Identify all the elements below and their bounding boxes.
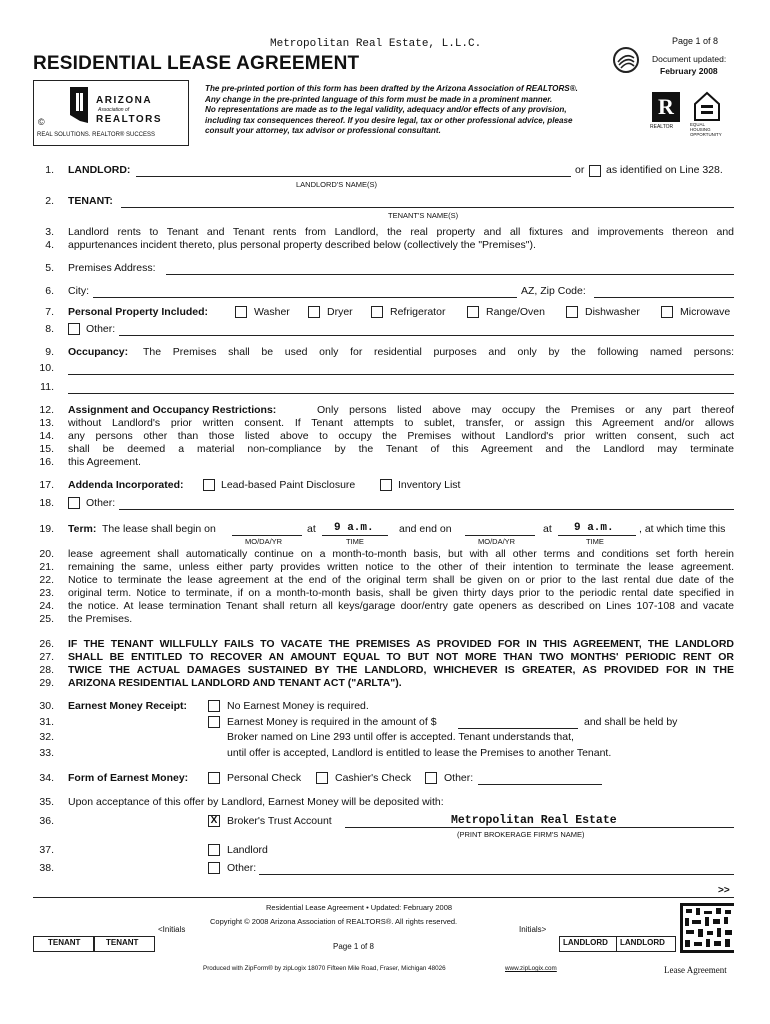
landlord-or: or [575,164,585,176]
tenant-2-label: TENANT [106,938,139,947]
begin-date-field[interactable] [232,535,302,536]
landlord-field[interactable] [136,176,571,177]
brokerage-name-value: Metropolitan Real Estate [451,814,617,827]
range-oven-label: Range/Oven [486,306,545,318]
doc-updated-date: February 2008 [660,66,718,76]
brokers-trust-label: Broker's Trust Account [227,815,332,827]
tenant-caption: TENANT'S NAME(S) [388,211,459,220]
end-date-field[interactable] [465,535,535,536]
assignment-label: Assignment and Occupancy Restrictions: [68,404,277,416]
earnest-required-label: Earnest Money is required in the amount of $ [227,716,437,728]
occupant-field-2[interactable] [68,393,734,394]
inventory-label: Inventory List [398,479,461,491]
other-earnest-field[interactable] [478,784,602,785]
microwave-label: Microwave [680,306,731,318]
earnest-money-label: Earnest Money Receipt: [68,700,188,712]
line-number: 34. [39,772,54,784]
line-33-text: until offer is accepted, Landlord is entitled to lease the Premises to another Tenant. [227,747,612,759]
continue-arrow: >> [718,885,730,896]
line-number: 32. [39,731,54,743]
lead-paint-checkbox[interactable] [203,479,215,491]
city-label: City: [68,285,89,297]
line-number: 20. [39,548,54,560]
line-number: 15. [39,443,54,455]
produced-by: Produced with ZipForm® by zipLogix 18070 Fifteen Mile Road, Fraser, Michigan 48026 [203,965,446,972]
line-number: 25. [39,613,54,625]
other-addenda-checkbox[interactable] [68,497,80,509]
line-number: 14. [39,430,54,442]
line-number: 28. [39,664,54,676]
term-at-label: at [307,523,316,535]
end-date-caption: MO/DA/YR [478,537,516,546]
addenda-label: Addenda Incorporated: [68,479,184,491]
line-number: 12. [39,404,54,416]
page-title: RESIDENTIAL LEASE AGREEMENT [33,53,360,74]
begin-time-field[interactable] [322,535,388,536]
begin-time-value: 9 a.m. [334,522,374,534]
line-number: 36. [39,815,54,827]
end-time-field[interactable] [558,535,636,536]
line-3-text: Landlord rents to Tenant and Tenant rents from Landlord, the real property and all fixtures and improvements thereon and [68,226,734,238]
line-number: 31. [39,716,54,728]
other-property-field[interactable] [119,335,734,336]
dryer-checkbox[interactable] [308,306,320,318]
line-number: 11. [40,381,54,393]
tenant-initials-box-1[interactable] [33,936,95,952]
realtor-mark: REALTOR [650,124,674,130]
range-oven-checkbox[interactable] [467,306,479,318]
line-21-text: remaining the same, unless either party provides written notice to the other of their intention to terminate the lease agreement. [68,561,734,573]
logo-arizona: ARIZONA [96,95,153,106]
other-earnest-checkbox[interactable] [425,772,437,784]
refrigerator-label: Refrigerator [390,306,446,318]
premises-address-field[interactable] [166,274,734,275]
line-16-text: this Agreement. [68,456,141,468]
dishwasher-label: Dishwasher [585,306,640,318]
line-29-text: ARIZONA RESIDENTIAL LANDLORD AND TENANT ACT ("ARLTA"). [68,677,402,689]
line-number: 27. [39,651,54,663]
line-20-text: lease agreement shall automatically continue on a month-to-month basis, but with all other terms and conditions set forth herein [68,548,734,560]
disclaimer: The pre-printed portion of this form has been drafted by the Arizona Association of REALTORS®. Any change in the pre-printed language of this form must be made in a prominent manner. No representations are made as to the legal validity, adequacy and/or effects of any provision, including tax consequences thereof. If you desire legal, tax or other professional advice, please consult your attorney, tax advisor or professional consultant. [205,84,578,135]
premises-address-label: Premises Address: [68,262,156,274]
arizona-state-icon [68,85,90,125]
equal-housing-icon [692,90,722,122]
line-28-text: TWICE THE ACTUAL DAMAGES SUSTAINED BY THE LANDLORD, WHICHEVER IS GREATER, AS PROVIDED FOR IN THE [68,664,734,676]
line-number: 16. [39,456,54,468]
other-addenda-label: Other: [86,497,116,509]
term-end-label: and end on [399,523,452,535]
dishwasher-checkbox[interactable] [566,306,578,318]
zip-label: AZ, Zip Code: [521,285,586,297]
line-25-text: the Premises. [68,613,133,625]
line-number: 17. [39,479,54,491]
brokerage-name-field[interactable] [345,827,734,828]
footer-form-info: Residential Lease Agreement • Updated: February 2008 [266,903,453,912]
line-number: 5. [45,262,54,274]
personal-check-checkbox[interactable] [208,772,220,784]
line-13-text: without Landlord's prior written consent. If Tenant attempts to sublet, transfer, or assign this Agreement and/or allows [68,417,734,429]
occupant-field-1[interactable] [68,374,734,375]
other-addenda-field[interactable] [119,509,734,510]
occupancy-label: Occupancy: [68,346,129,358]
line-14-text: any persons other than those listed above to occupy the Premises without Landlord's prior written consent, such act [68,430,734,442]
refrigerator-checkbox[interactable] [371,306,383,318]
line-number: 24. [39,600,54,612]
term-at2-label: at [543,523,552,535]
line-35-text: Upon acceptance of this offer by Landlord, Earnest Money will be deposited with: [68,796,444,808]
other-property-label: Other: [86,323,116,335]
line-number: 19. [39,523,54,535]
brokers-trust-checkbox[interactable]: X [208,815,220,827]
barcode-icon [680,903,734,953]
landlord-2-label: LANDLORD [620,938,665,947]
zipform-logo-icon [612,46,640,74]
line-number: 7. [45,306,54,318]
dryer-label: Dryer [327,306,353,318]
line-number: 30. [39,700,54,712]
no-earnest-checkbox[interactable] [208,700,220,712]
line-22-text: Notice to terminate the lease agreement at the end of the original term shall be given on or prior to the last rental due date of the [68,574,734,586]
line-27-text: SHALL BE ENTITLED TO RECOVER AN AMOUNT EQUAL TO BUT NOT MORE THAN TWO MONTHS' PERIODIC RENT OR [68,651,734,663]
line-number: 35. [39,796,54,808]
end-time-value: 9 a.m. [574,522,614,534]
personal-property-label: Personal Property Included: [68,306,209,318]
footer-copyright: Copyright © 2008 Arizona Association of REALTORS®. All rights reserved. [210,917,458,926]
earnest-amount-field[interactable] [458,728,578,729]
line-number: 26. [39,638,54,650]
landlord-alt-checkbox[interactable] [589,165,601,177]
landlord-initials-box-1[interactable] [559,936,617,952]
line-number: 29. [39,677,54,689]
personal-check-label: Personal Check [227,772,302,784]
no-earnest-label: No Earnest Money is required. [227,700,369,712]
cashiers-check-label: Cashier's Check [335,772,412,784]
landlord-initials-box-2[interactable] [616,936,676,952]
line-4-text: appurtenances incident thereto, plus personal property described below (collectively the "Premises"). [68,239,536,251]
term-label: Term: [68,523,97,535]
line-number: 1. [45,164,54,176]
line-number: 37. [39,844,54,856]
line-number: 4. [45,239,54,251]
earnest-required-checkbox[interactable] [208,716,220,728]
company-name: Metropolitan Real Estate, L.L.C. [270,38,482,50]
begin-time-caption: TIME [346,537,364,546]
landlord-deposit-checkbox[interactable] [208,844,220,856]
microwave-checkbox[interactable] [661,306,673,318]
other-earnest-label: Other: [444,772,474,784]
other-deposit-label: Other: [227,862,257,874]
footer-page: Page 1 of 8 [333,942,374,951]
tenant-initials-area [33,922,153,936]
logo-tagline: REAL SOLUTIONS. REALTOR® SUCCESS [37,132,156,138]
logo-assoc: Association of [98,107,130,113]
line-number: 18. [39,497,54,509]
line-number: 9. [45,346,54,358]
landlord-caption: LANDLORD'S NAME(S) [296,180,378,189]
cashiers-check-checkbox[interactable] [316,772,328,784]
landlord-deposit-label: Landlord [227,844,268,856]
line-number: 21. [39,561,54,573]
ziplogix-link[interactable]: www.zipLogix.com [505,965,557,972]
line-12-text: Only persons listed above may occupy the Premises or any part thereof [317,404,734,416]
other-deposit-checkbox[interactable] [208,862,220,874]
city-field[interactable] [93,297,517,298]
landlord-label: LANDLORD: [68,164,131,176]
occupancy-text: The Premises shall be used only for residential purposes and only by the following named persons: [143,346,734,358]
lead-paint-label: Lead-based Paint Disclosure [221,479,356,491]
line-23-text: original term. Notice to terminate, if on a month-to-month basis, shall be given thirty days prior to the periodic rental date specified in [68,587,734,599]
begin-date-caption: MO/DA/YR [245,537,283,546]
other-property-checkbox[interactable] [68,323,80,335]
line-26-text: IF THE TENANT WILLFULLY FAILS TO VACATE THE PREMISES AS PROVIDED FOR IN THIS AGREEMENT, THE LANDLORD [68,638,734,650]
realtor-r-icon: R [652,92,680,122]
line-15-text: shall be deemed a material non-compliance by the Tenant of this Agreement and the Landlord may terminate [68,443,734,455]
line-number: 8. [45,323,54,335]
line-24-text: the notice. At lease termination Tenant shall return all keys/garage door/entry gate openers as described on Lines 107-108 and vacate [68,600,734,612]
doc-name: Lease Agreement [664,965,727,975]
inventory-checkbox[interactable] [380,479,392,491]
end-time-caption: TIME [586,537,604,546]
tenant-label: TENANT: [68,195,113,207]
copyright-mark: © [38,117,45,127]
initials-left-label: <Initials [158,925,186,934]
washer-label: Washer [254,306,290,318]
term-tail: , at which time this [639,523,726,535]
line-32-text: Broker named on Line 293 until offer is accepted. Tenant understands that, [227,731,574,743]
washer-checkbox[interactable] [235,306,247,318]
line-number: 10. [39,362,54,374]
logo-realtors: REALTORS [96,114,163,125]
footer-rule [33,897,734,898]
line-number: 33. [39,747,54,759]
line-number: 38. [39,862,54,874]
doc-updated-label: Document updated: [652,54,727,64]
eho-mark: EQUAL HOUSING OPPORTUNITY [690,122,722,137]
line-number: 3. [45,226,54,238]
other-deposit-field[interactable] [259,874,734,875]
tenant-1-label: TENANT [48,938,81,947]
line-number: 6. [45,285,54,297]
aar-logo [33,80,189,146]
zip-field[interactable] [594,297,734,298]
landlord-alt-label: as identified on Line 328. [606,164,723,176]
landlord-1-label: LANDLORD [563,938,608,947]
term-begin-label: The lease shall begin on [102,523,216,535]
line-number: 22. [39,574,54,586]
line-number: 2. [45,195,54,207]
initials-right-label: Initials> [519,925,547,934]
page-number: Page 1 of 8 [672,36,719,46]
tenant-field[interactable] [121,207,734,208]
earnest-held-label: and shall be held by [584,716,678,728]
line-number: 13. [39,417,54,429]
tenant-initials-box-2[interactable] [93,936,155,952]
form-earnest-label: Form of Earnest Money: [68,772,189,784]
brokerage-caption: (PRINT BROKERAGE FIRM'S NAME) [457,830,585,839]
line-number: 23. [39,587,54,599]
